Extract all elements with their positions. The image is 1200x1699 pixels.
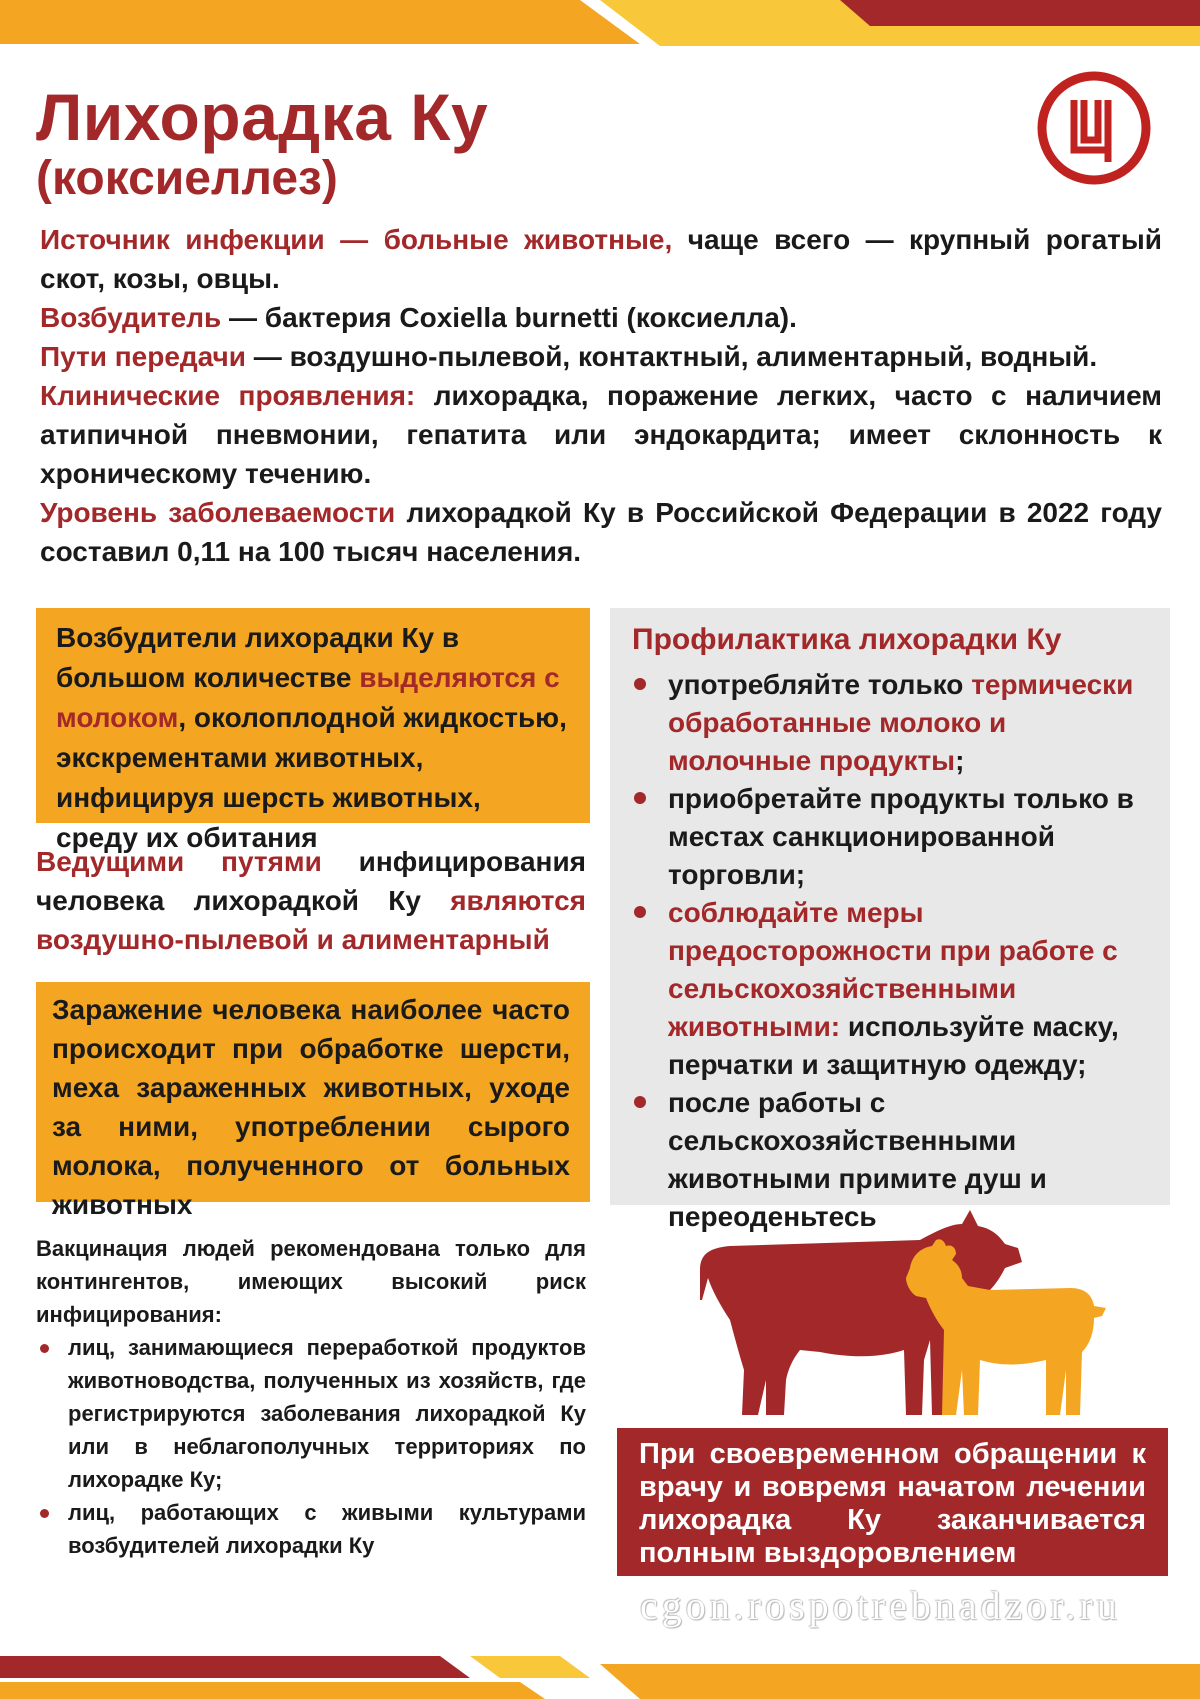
source-text: чаще всего — крупный рогатый скот, козы, овцы.: [40, 224, 1163, 294]
intro-routes: [40, 337, 1162, 376]
routes-text: — воздушно-пылевой, контактный, алиментарный, водный.: [246, 341, 1098, 372]
agent-label: Возбудитель: [40, 302, 222, 333]
bullet-icon: [634, 792, 646, 804]
vaccination-section: [36, 1232, 586, 1562]
box1-part2: , околоплодной жидкостью, экскрементами животных, инфицируя шерсть животных, среду их обитания: [56, 702, 567, 853]
prevention-list: [632, 666, 1152, 1236]
animals-illustration: [700, 1210, 1120, 1425]
item-text: ;: [955, 745, 965, 776]
box1-highlight: выделяются с молоком: [56, 662, 560, 733]
intro-clinical: [40, 376, 1162, 493]
intro-agent: [40, 298, 1162, 337]
routes-lead-label: Ведущими путями: [36, 846, 322, 877]
bottom-decor-stripes: [0, 1640, 1200, 1699]
intro-source: [40, 220, 1162, 298]
incidence-text: лихорадкой Ку в Российской Федерации в 2022 году составил 0,11 на 100 тысяч населения.: [40, 497, 1162, 567]
bullet-icon: [634, 678, 646, 690]
routes-lead-highlight: являются воздушно-пылевой и алиментарный: [36, 885, 586, 955]
list-item: [36, 1496, 586, 1562]
vaccination-list: [36, 1331, 586, 1562]
incidence-label: Уровень заболеваемости: [40, 497, 396, 528]
item-text: используйте маску, перчатки и защитную одежду;: [668, 1011, 1119, 1080]
cgon-logo-icon: [1036, 70, 1152, 186]
vaccination-intro: Вакцинация людей рекомендована только для контингентов, имеющих высокий риск инфицирования:: [36, 1236, 586, 1327]
agent-text: — бактерия Coxiella burnetti (коксиелла).: [221, 302, 797, 333]
outcome-text: При своевременном обращении к врачу и вовремя начатом лечении лихорадка Ку заканчивается полным выздоровлением: [639, 1438, 1146, 1569]
leading-routes-text: [36, 842, 586, 959]
routes-label: Пути передачи: [40, 341, 247, 372]
item-text: лиц, работающих с живыми культурами возбудителей лихорадки Ку: [68, 1500, 586, 1558]
list-item: [632, 780, 1152, 894]
item-text: приобретайте продукты только в местах санкционированной торговли;: [668, 783, 1134, 890]
shedding-info-box: [36, 608, 590, 853]
clinical-label: Клинические проявления:: [40, 380, 416, 411]
bullet-icon: [40, 1344, 49, 1353]
item-highlight: соблюдайте меры предосторожности при работе с сельскохозяйственными животными:: [668, 897, 1118, 1042]
item-text: лиц, занимающиеся переработкой продуктов животноводства, полученных из хозяйств, где регистрируются заболевания лихорадкой Ку или в неблагополучных территориях по лихорадке Ку;: [68, 1335, 586, 1492]
source-label: Источник инфекции — больные животные,: [40, 224, 673, 255]
site-url-watermark: cgon.rospotrebnadzor.ru: [640, 1583, 1121, 1628]
bullet-icon: [634, 1096, 646, 1108]
list-item: [36, 1331, 586, 1496]
page-subtitle: (коксиеллез): [36, 152, 338, 205]
item-highlight: термически обработанные молоко и молочные продукты: [668, 669, 1134, 776]
intro-section: [40, 220, 1162, 571]
prevention-title: Профилактика лихорадки Ку: [632, 623, 1062, 656]
infection-info-box: [36, 982, 590, 1220]
intro-incidence: [40, 493, 1162, 571]
item-text: после работы с сельскохозяйственными животными примите душ и переоденьтесь: [668, 1087, 1047, 1232]
list-item: [632, 666, 1152, 780]
clinical-text: лихорадка, поражение легких, часто с наличием атипичной пневмонии, гепатита или эндокардита; имеет склонность к хроническому течению.: [40, 380, 1162, 489]
top-decor-stripes: [0, 0, 1200, 70]
item-text: употребляйте только: [668, 669, 972, 700]
box1-part1: Возбудители лихорадки Ку в большом количестве: [56, 622, 460, 693]
outcome-box: [617, 1428, 1168, 1576]
box2-text: Заражение человека наиболее часто происходит при обработке шерсти, меха зараженных животных, уходе за ними, употреблении сырого молока, полученного от больных животных: [52, 994, 570, 1220]
list-item: [632, 894, 1152, 1084]
bullet-icon: [40, 1509, 49, 1518]
routes-lead-middle: инфицирования человека лихорадкой Ку: [36, 846, 586, 916]
page-title: Лихорадка Ку: [36, 80, 489, 154]
bullet-icon: [634, 906, 646, 918]
prevention-panel: [610, 608, 1170, 1232]
